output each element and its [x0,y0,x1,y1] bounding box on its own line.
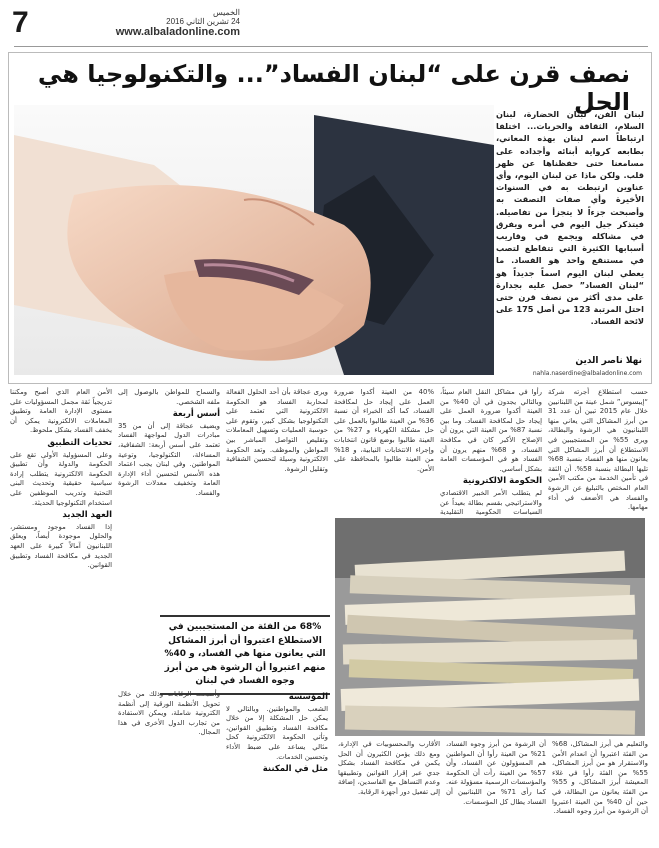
column-1-bottom [552,740,648,840]
column-3-top [334,388,434,516]
paragraph: والتعليم هي أبرز المشاكل، 68% من الفئة اعتبروا أن انعدام الأمن والاستقرار هو من أبرز المشاكل، 55% من الفئة رأوا في غلاء المعيشة أبرز المشاكل، و 55% من الفئة يعانون من البطالة، في حين أن 40% من العينة اعتبروا أن الرشوة من أبرز وجوه الفساد. [552,740,648,816]
column-2-bottom [446,740,546,840]
subheading: أسس أربعة [172,409,220,420]
article-headline: نصف قرن على “لبنان الفساد”... والتكنولوجيا هي الحل [37,60,630,116]
paper-stack-photo [335,518,645,736]
article-intro: لبنان الفن، لبنان الحضارة، لبنان السلام، الثقافة والحريات... اختلفا ارتباطاً اسم لبنان بهذه المعاني، بطابعه كرواية أبنائه وأجداده على مسامعنا حتى حفظناها عن ظهر قلب. ولكن ماذا عن لبنان اليوم، وأي عناوين ارتبطت به في السنوات الأخيرة وأي صفات التصقت به وأصبحت جزءاً لا يتجزأ من تفاصيله. فيتذكر جيل اليوم في أمره ويفرق في مشاكله ويجمع في وقاريب أسبابها الكثيرة التي تتقاطع لتصب في مستنقع واحد هو الفساد. ما يعطي لبنان اليوم اسماً جديداً هو “لبنان الفساد” حصل عليه بجدارة على مدى أكثر من نصف قرن حتى احتل المرتبة 123 من أصل 175 على لائحة الفساد. [496,109,644,327]
paragraph: حسب استطلاع أجرته شركة “إيبسوس” شمل عينة من اللبنانيين خلال عام 2015 تبين أن عدد 31 من أبرز المشاكل التي يعاني منها اللبنانيون هي الرشوة والبطالة، ويرى 55% من المستجيبين في الاستطلاع أن أبرز المشاكل التي يعانون منها هو الفساد بنسبة 68% تليها البطالة بنسبة 58%. أن الثقة في تأمين الخدمة من مكتب الأمين العام المختص بالتبليغ عن الرشوة والفساد هي الأضعف في أداء مهامها. [548,388,648,512]
issue-day: الخميس [212,8,240,17]
paragraph: ويضيف عجاقة إلى أن من 35 مبادرات الدول لمواجهة الفساد تعتمد على أسس أربعة: الشفافية، المساءلة، التكنولوجيا، وتوعية المواطنين. وفي لبنان يجب اعتماد هذه الأسس لتحسين أداء الإدارة العامة وتخفيف معدلات الرشوة والفساد. [118,421,220,497]
column-4-bottom [226,690,328,840]
subheading: المؤسسة [288,692,328,702]
issue-date: 24 تشرين الثاني 2016 [166,17,240,26]
handshake-photo [14,105,494,375]
paragraph: إذا الفساد موجود ومستشر، والحلول موجودة أيضاً، ويعلق اللبنانيون آمالاً كبيرة على العهد الجديد في مكافحة الفساد وتطبيق القوانين. [10,522,112,570]
subheading: الحكومة الالكترونية [462,476,542,487]
paragraph: الأمن العام الذي أصبح ومكننا تدريجياً ثقة مجمل المسؤوليات على مستوى الإدارة العامة وتطبيق المعاملات الالكترونية يمكن أن يخفف الفساد بشكل ملحوظ. [10,388,112,435]
column-1-top [548,388,648,516]
column-3-bottom [338,740,440,840]
publication-info [90,8,240,38]
column-5-top [118,388,220,613]
column-2-top [440,388,542,516]
column-4-top [226,388,328,613]
author-email[interactable]: nahla.naserdine@albaladonline.com [532,370,642,377]
paragraph: الشعب والمواطنين. وبالتالي لا يمكن حل المشكلة إلا من خلال مكافحة الفساد وتطبيق القوانين، وتأتي الحكومة الالكترونية كحل مثالي يساعد على ضبط الأداء وتحسين الخدمات. [226,704,328,761]
page-number: 7 [12,6,29,39]
subheading: العهد الجديد [62,510,112,521]
paragraph: 40% من العينة أكدوا ضرورة العمل على إيجاد حل لمكافحة الفساد، كما أكد الخبراء أن نسبة 36% من العينة طالبوا بالعمل على حل مشكلة الكهرباء و 27% من العينة طالبوا بوضع قانون انتخابات وإجراء الانتخابات النيابية، و 18% من العينة طالبوا بالمحافظة على الأمن. [334,388,434,473]
website-link[interactable]: www.albaladonline.com [115,26,240,38]
header-divider [14,46,648,47]
paragraph: رأوا في مشاكل النقل العام سيئاً، وبالتالي يجدون في أن 40% من العينة أكدوا ضرورة العمل على إيجاد حل لمكافحة الفساد. وما بين نسبة 87% من العينة التي يرون أن الإصلاح الأكبر كان في مكافحة الفساد، و 68% منهم يرون أن الفساد هو في المؤسسات العامة بشكل أساسي. [440,388,543,473]
column-6 [10,388,112,840]
paragraph: أن الرشوة من أبرز وجوه الفساد، 21% من العينة رأوا أن المواطنين هم المسؤولون عن الفساد، وأن 57% من العينة رأت أن الحكومة والمؤسسات الرسمية مسؤولة عنه. كما رأى 71% من اللبنانيين أن الفساد يطال كل المؤسسات. [446,740,546,806]
paragraph: وأصبحت الرقابات وذلك من خلال تحويل الأنظمة الورقية إلى أنظمة الكترونية شاملة، ويمكن الاستفادة من تجارب الدول الأخرى في هذا المجال. [118,690,220,737]
subheading: مثل في المكننة [262,764,328,775]
paragraph: ويرى عجاقة بأن أحد الحلول الفعالة لمحاربة الفساد هو الحكومة الالكترونية التي تعتمد على التكنولوجيا بشكل كبير، وتقوم على حوسبة العمليات وتسهيل المعاملات وتقليص التواصل المباشر بين المواطن والموظف. وتعد الحكومة الالكترونية وسيلة لتحسين الشفافية وتقليل الرشوة. [226,388,328,473]
column-5-bottom [118,690,220,840]
subheading: تحديات التطبيق [47,437,112,448]
paragraph: لم يتطلب الأمر الخبير الاقتصادي والاستراتيجي بقسم بطالة بعيداً عن السياسات الحكومية التقليدية [440,488,542,517]
page-header [0,0,659,48]
author-byline: نهلا ناصر الدين [575,356,642,366]
paragraph: الأقارب والمحسوبيات في الإدارة، ومع ذلك يؤمن الكثيرون أن الحل يكمن في مكافحة الفساد بشكل جدي عبر إقرار القوانين وتطبيقها وعدم التساهل مع الفاسدين، إضافة إلى تفعيل دور أجهزة الرقابة. [338,740,440,796]
paragraph: والسماح للمواطن بالوصول إلى ملفه الشخصي. [118,388,220,406]
paragraph: وعلى المسؤولية الأولى تقع على الحكومة والدولة وأن تطبيق الحكومة الالكترونية يتطلب إرادة سياسية حقيقية وتحديث البنى التحتية وتدريب الموظفين على استخدام التكنولوجيا الحديثة. [10,450,112,507]
pull-quote: 68% من الفئة من المستجيبين في الاستطلاع اعتبروا أن أبرز المشاكل التي يعانون منها هي الفساد، و 40% منهم اعتبروا أن الرشوة هي من أبرز وجوه الفساد في لبنان [160,615,330,695]
